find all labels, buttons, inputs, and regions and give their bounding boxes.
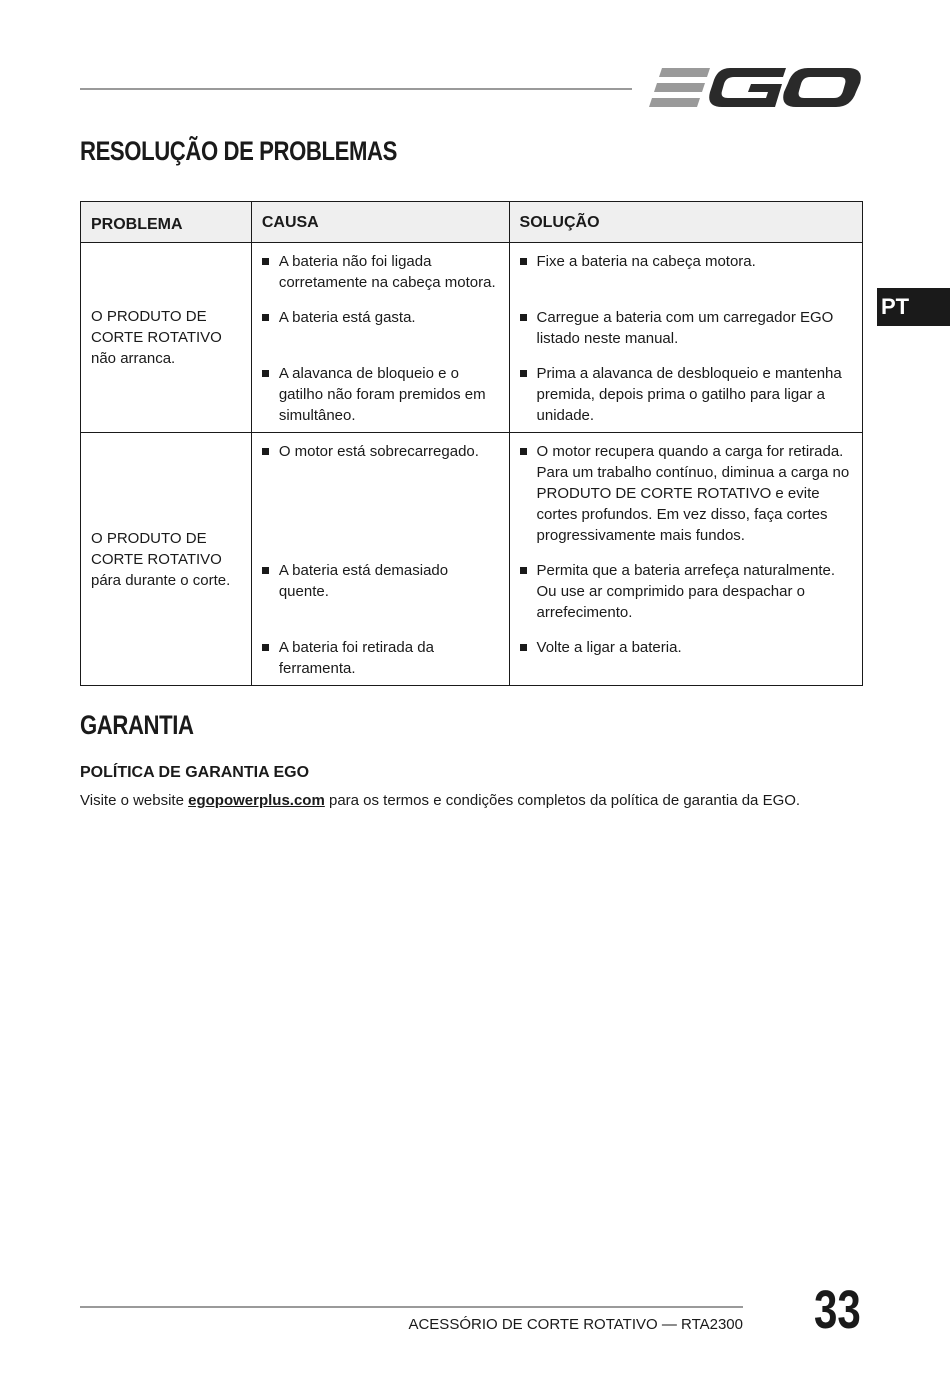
cause-item: A bateria está demasiado quente. [262, 560, 501, 637]
warranty-link[interactable]: egopowerplus.com [188, 792, 325, 809]
footer-rule [80, 1306, 743, 1308]
cause-cell [251, 433, 509, 686]
page-number: 33 [814, 1280, 861, 1340]
warranty-subtitle: POLÍTICA DE GARANTIA EGO [80, 764, 310, 781]
bullet-icon [520, 448, 527, 455]
problem-cell: O PRODUTO DE CORTE ROTATIVO pára durante o corte. [81, 433, 252, 686]
header-cause: CAUSA [251, 202, 509, 243]
cause-item: A bateria foi retirada da ferramenta. [262, 637, 501, 679]
footer-title: ACESSÓRIO DE CORTE ROTATIVO — RTA2300 [408, 1316, 743, 1333]
solution-item: Carregue a bateria com um carregador EGO listado neste manual. [520, 307, 854, 363]
warranty-title: GARANTIA [80, 710, 194, 740]
bullet-icon [262, 448, 269, 455]
table-row [81, 433, 863, 686]
bullet-icon [262, 314, 269, 321]
troubleshooting-table [80, 201, 863, 686]
solution-item: O motor recupera quando a carga for retirada. Para um trabalho contínuo, diminua a carga no PRODUTO DE CORTE ROTATIVO e evite cortes profundos. Em vez disso, faça cortes progressivamente mais fundos. [520, 441, 854, 560]
bullet-icon [520, 258, 527, 265]
bullet-icon [262, 644, 269, 651]
solution-item: Prima a alavanca de desbloqueio e mantenha premida, depois prima o gatilho para ligar a unidade. [520, 363, 854, 426]
header-solution: SOLUÇÃO [509, 202, 862, 243]
cause-cell [251, 243, 509, 433]
warranty-text-after: para os termos e condições completos da política de garantia da EGO. [324, 792, 801, 809]
troubleshooting-title: RESOLUÇÃO DE PROBLEMAS [80, 136, 397, 166]
solution-item: Permita que a bateria arrefeça naturalmente. Ou use ar comprimido para despachar o arrefecimento. [520, 560, 854, 637]
bullet-icon [262, 258, 269, 265]
bullet-icon [520, 370, 527, 377]
table-header-row [81, 202, 863, 243]
solution-item: Volte a ligar a bateria. [520, 637, 854, 658]
problem-cell: O PRODUTO DE CORTE ROTATIVO não arranca. [81, 243, 252, 433]
solution-cell [509, 243, 862, 433]
header-problem: PROBLEMA [81, 202, 252, 243]
bullet-icon [262, 370, 269, 377]
cause-item: A bateria está gasta. [262, 307, 501, 363]
warranty-paragraph [80, 792, 800, 809]
bullet-icon [262, 567, 269, 574]
bullet-icon [520, 644, 527, 651]
header-rule [80, 88, 632, 90]
warranty-text-before: Visite o website [80, 792, 189, 809]
cause-item: O motor está sobrecarregado. [262, 441, 501, 560]
bullet-icon [520, 314, 527, 321]
solution-cell [509, 433, 862, 686]
language-tab: PT [877, 288, 950, 326]
table-row [81, 243, 863, 433]
cause-item: A bateria não foi ligada corretamente na cabeça motora. [262, 251, 501, 307]
bullet-icon [520, 567, 527, 574]
solution-item: Fixe a bateria na cabeça motora. [520, 251, 854, 307]
ego-logo [648, 60, 863, 116]
cause-item: A alavanca de bloqueio e o gatilho não foram premidos em simultâneo. [262, 363, 501, 426]
